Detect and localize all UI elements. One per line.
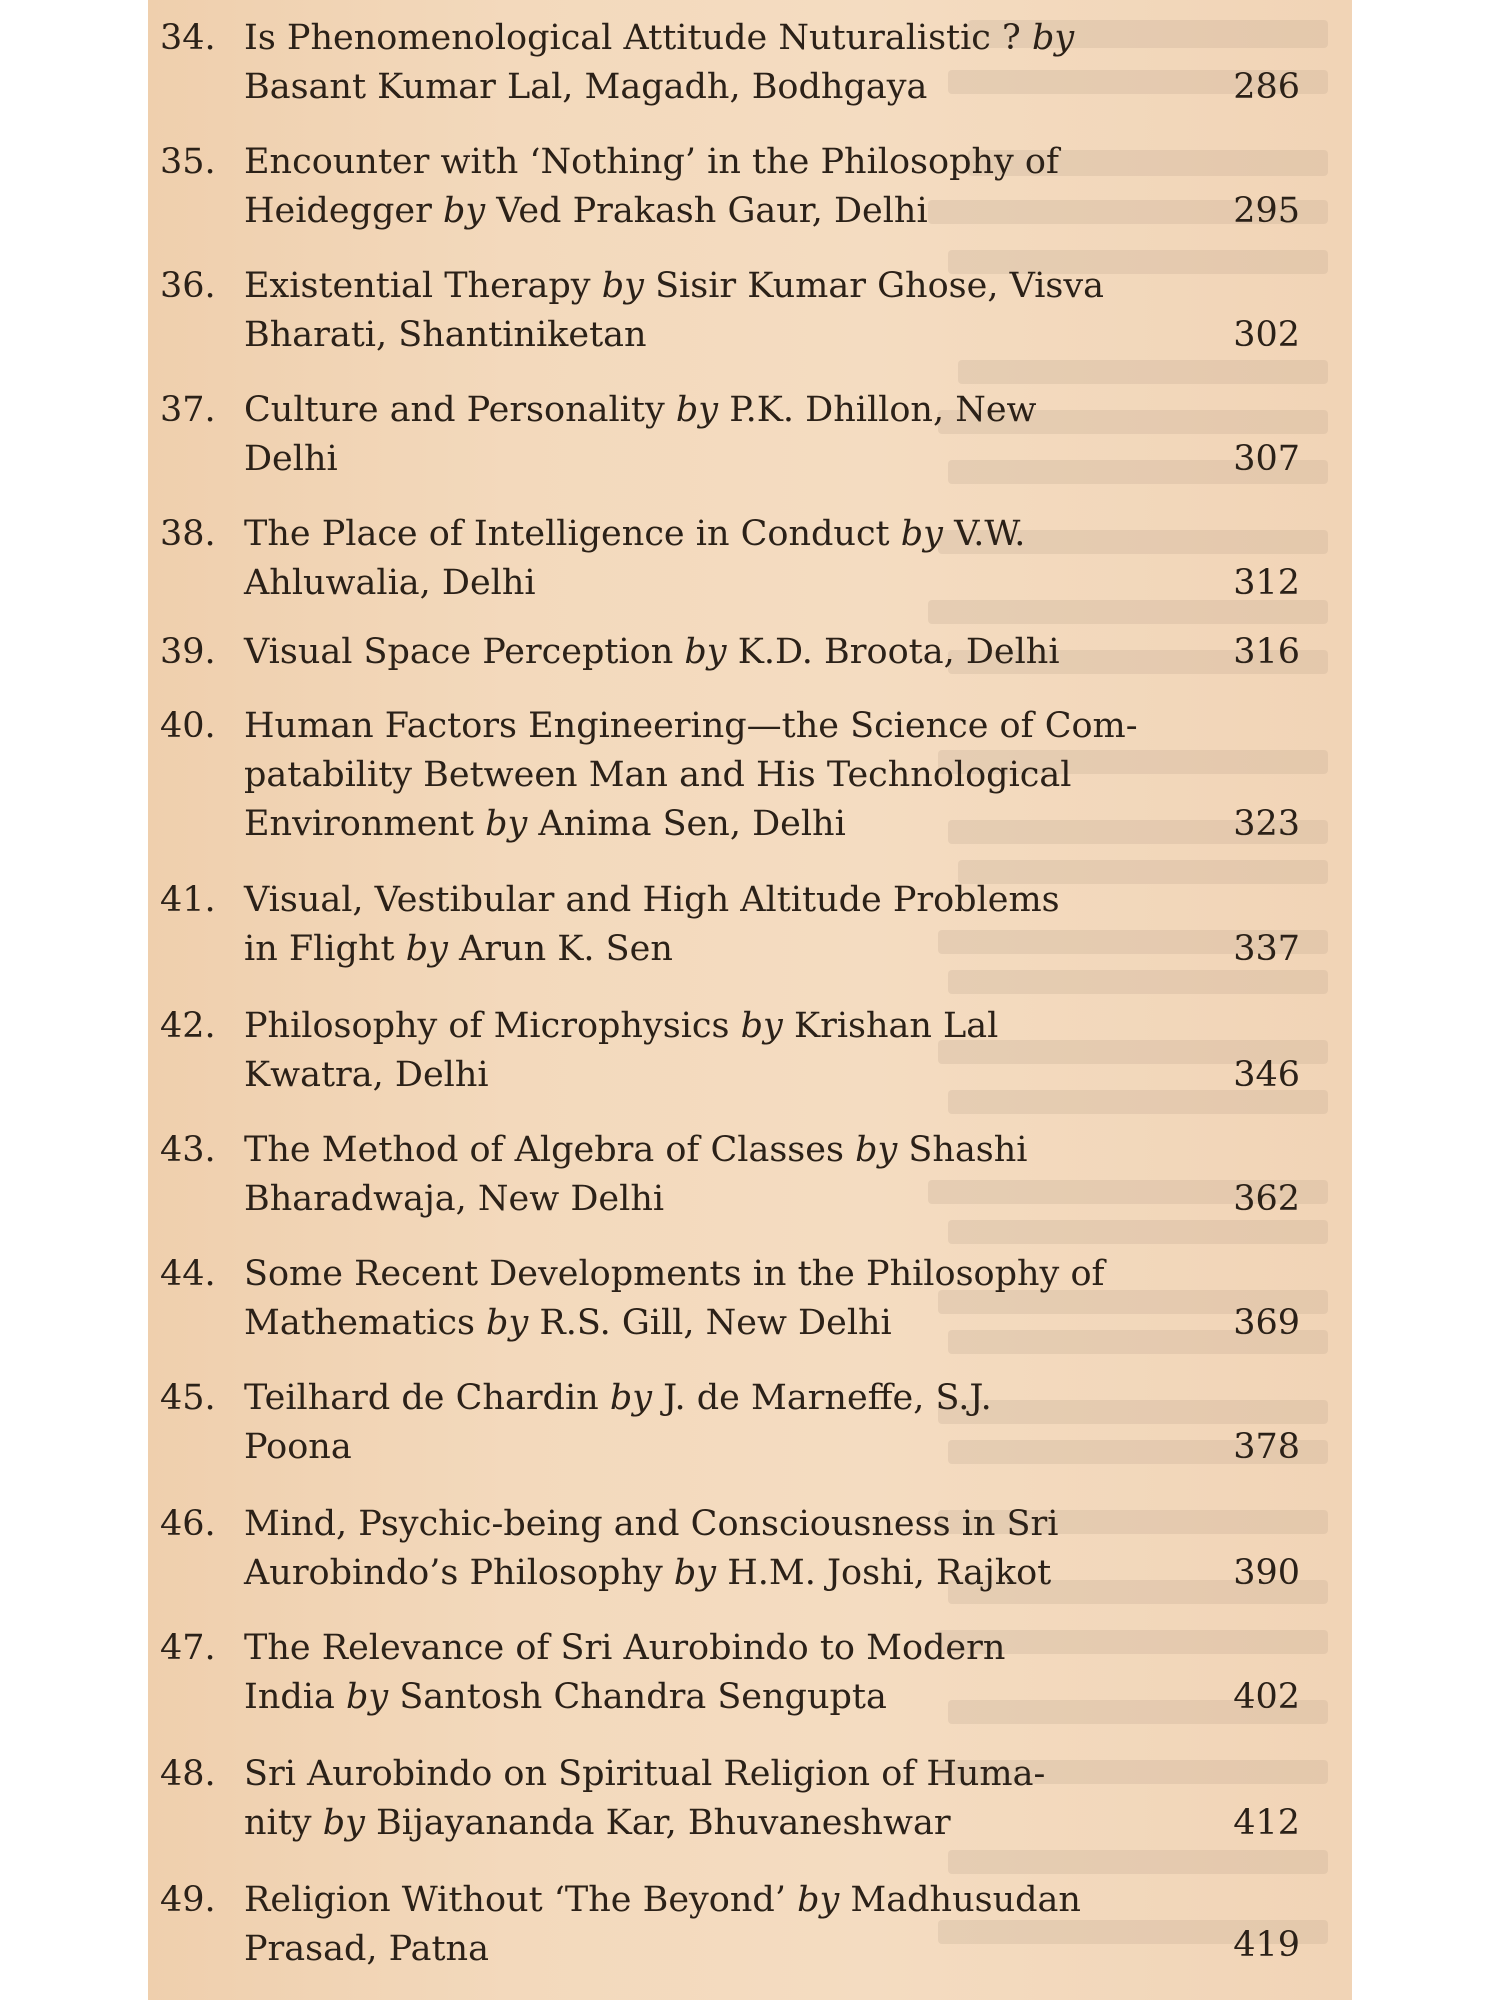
entry-author: Santosh Chandra Sengupta xyxy=(399,1677,887,1717)
entry-page-number: 346 xyxy=(1233,1055,1300,1095)
by-word: by xyxy=(486,1303,529,1343)
entry-page-number: 323 xyxy=(1233,804,1300,844)
entry-number: 36. xyxy=(160,266,216,306)
entry-line: Culture and Personality xyxy=(244,390,665,430)
entry-line: Is Phenomenological Attitude Nuturalistic ? xyxy=(244,18,1021,58)
entry-page-number: 402 xyxy=(1233,1677,1300,1717)
entry-line: Human Factors Engineering—the Science of Com- xyxy=(244,706,1138,746)
by-word: by xyxy=(673,1553,717,1593)
by-word: by xyxy=(345,1677,389,1717)
entry-text xyxy=(244,628,1180,677)
entry-line: Existential Therapy xyxy=(244,266,591,306)
entry-page-number: 337 xyxy=(1233,929,1300,969)
entry-text xyxy=(244,1750,1180,1848)
entry-text xyxy=(244,14,1180,112)
entry-text xyxy=(244,1374,1180,1472)
entry-line: Teilhard de Chardin xyxy=(244,1378,599,1418)
entry-number: 34. xyxy=(160,18,216,58)
entry-text xyxy=(244,1250,1180,1348)
entry-page-number: 316 xyxy=(1233,632,1300,672)
entry-page-number: 378 xyxy=(1233,1427,1300,1467)
entry-line: Aurobindo’s Philosophy xyxy=(244,1553,663,1593)
entry-page-number: 302 xyxy=(1233,315,1300,355)
entry-line: Philosophy of Microphysics xyxy=(244,1006,730,1046)
entry-text xyxy=(244,510,1180,608)
entry-line: Ahluwalia, Delhi xyxy=(244,563,536,603)
entry-line: Prasad, Patna xyxy=(244,1929,489,1969)
entry-number: 46. xyxy=(160,1504,216,1544)
entry-number: 47. xyxy=(160,1628,216,1668)
entry-author: Madhusudan xyxy=(850,1880,1081,1920)
entry-text xyxy=(244,1002,1180,1100)
entry-number: 42. xyxy=(160,1006,216,1046)
entry-number: 48. xyxy=(160,1754,216,1794)
entry-author: Krishan Lal xyxy=(793,1006,999,1046)
entry-page-number: 362 xyxy=(1233,1179,1300,1219)
entry-author: Anima Sen, Delhi xyxy=(538,804,846,844)
entry-number: 39. xyxy=(160,632,216,672)
entry-author: V.W. xyxy=(954,514,1026,554)
entry-text xyxy=(244,1126,1180,1224)
entry-text xyxy=(244,262,1180,360)
entry-author: P.K. Dhillon, New xyxy=(729,390,1037,430)
by-word: by xyxy=(485,804,528,844)
entry-author: K.D. Broota, Delhi xyxy=(737,632,1060,672)
entry-line: Visual Space Perception xyxy=(244,632,674,672)
by-word: by xyxy=(740,1006,783,1046)
by-word: by xyxy=(855,1130,898,1170)
entry-author: Arun K. Sen xyxy=(459,929,673,969)
entry-text xyxy=(244,876,1180,974)
entry-line: Poona xyxy=(244,1427,352,1467)
entry-number: 38. xyxy=(160,514,216,554)
by-word: by xyxy=(1031,18,1075,58)
entry-line: Delhi xyxy=(244,439,338,479)
entry-number: 49. xyxy=(160,1880,216,1920)
entry-line: India xyxy=(244,1677,335,1717)
by-word: by xyxy=(797,1880,840,1920)
entry-author: J. de Marneffe, S.J. xyxy=(663,1378,992,1418)
entry-line: Mind, Psychic-being and Consciousness in Sri xyxy=(244,1504,1059,1544)
entry-line: patability Between Man and His Technological xyxy=(244,755,1072,795)
entry-line: Mathematics xyxy=(244,1303,475,1343)
entry-line: Kwatra, Delhi xyxy=(244,1055,489,1095)
entry-number: 43. xyxy=(160,1130,216,1170)
entry-text xyxy=(244,1624,1180,1722)
entry-line: The Relevance of Sri Aurobindo to Modern xyxy=(244,1628,1006,1668)
entry-number: 40. xyxy=(160,706,216,746)
book-page xyxy=(148,0,1352,2000)
entry-page-number: 307 xyxy=(1233,439,1300,479)
entry-author: R.S. Gill, New Delhi xyxy=(539,1303,892,1343)
entry-text xyxy=(244,1876,1180,1974)
entry-line: Bharati, Shantiniketan xyxy=(244,315,647,355)
entry-author: Bijayananda Kar, Bhuvaneshwar xyxy=(376,1803,951,1843)
entry-line: Basant Kumar Lal, Magadh, Bodhgaya xyxy=(244,67,928,107)
entry-text xyxy=(244,1500,1180,1598)
entry-page-number: 286 xyxy=(1233,67,1300,107)
entry-author: H.M. Joshi, Rajkot xyxy=(727,1553,1052,1593)
by-word: by xyxy=(609,1378,653,1418)
entry-author: Shashi xyxy=(908,1130,1028,1170)
entry-page-number: 312 xyxy=(1233,563,1300,603)
entry-page-number: 419 xyxy=(1233,1925,1300,1965)
entry-line: Bharadwaja, New Delhi xyxy=(244,1179,665,1219)
by-word: by xyxy=(900,514,943,554)
table-of-contents xyxy=(148,0,1352,2000)
entry-line: Visual, Vestibular and High Altitude Problems xyxy=(244,880,1060,920)
entry-number: 45. xyxy=(160,1378,216,1418)
entry-line: Sri Aurobindo on Spiritual Religion of Huma- xyxy=(244,1754,1046,1794)
entry-line: Some Recent Developments in the Philosophy of xyxy=(244,1254,1105,1294)
by-word: by xyxy=(322,1803,365,1843)
entry-text xyxy=(244,702,1180,849)
entry-number: 35. xyxy=(160,142,216,182)
entry-author: Sisir Kumar Ghose, Visva xyxy=(655,266,1105,306)
entry-line: nity xyxy=(244,1803,312,1843)
by-word: by xyxy=(675,390,719,430)
by-word: by xyxy=(601,266,644,306)
entry-line: Encounter with ‘Nothing’ in the Philosophy of xyxy=(244,142,1059,182)
by-word: by xyxy=(684,632,727,672)
entry-number: 44. xyxy=(160,1254,216,1294)
entry-text xyxy=(244,386,1180,484)
entry-page-number: 412 xyxy=(1233,1803,1300,1843)
entry-text xyxy=(244,138,1180,236)
entry-page-number: 369 xyxy=(1233,1303,1300,1343)
entry-page-number: 390 xyxy=(1233,1553,1300,1593)
by-word: by xyxy=(442,191,486,231)
entry-line: Heidegger xyxy=(244,191,432,231)
entry-line: The Place of Intelligence in Conduct xyxy=(244,514,890,554)
entry-line: The Method of Algebra of Classes xyxy=(244,1130,844,1170)
entry-line: in Flight xyxy=(244,929,395,969)
entry-number: 41. xyxy=(160,880,216,920)
entry-page-number: 295 xyxy=(1233,191,1300,231)
entry-number: 37. xyxy=(160,390,216,430)
entry-author: Ved Prakash Gaur, Delhi xyxy=(496,191,928,231)
entry-line: Religion Without ‘The Beyond’ xyxy=(244,1880,786,1920)
entry-line: Environment xyxy=(244,804,474,844)
by-word: by xyxy=(405,929,448,969)
